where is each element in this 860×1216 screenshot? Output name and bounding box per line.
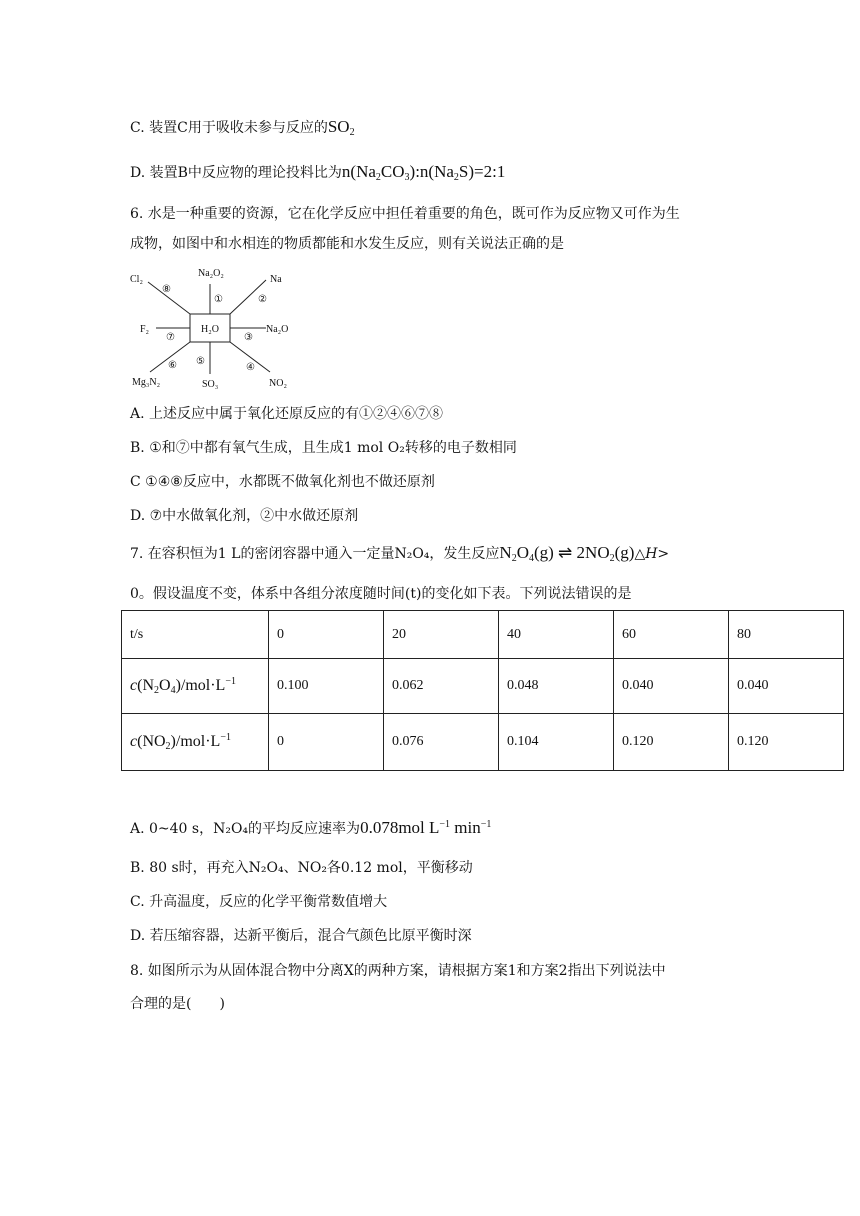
table-cell: 80 [729,611,844,659]
q7-option-b: B. 80 s时，再充入N₂O₄、NO₂各0.12 mol，平衡移动 [130,860,473,876]
q5-option-d [130,162,505,183]
q7-option-d: D. 若压缩容器，达新平衡后，混合气颜色比原平衡时深 [130,928,472,944]
table-cell: 0.040 [614,659,729,714]
diagram-num-5: ⑤ [196,356,205,367]
concentration-table [121,610,844,771]
table-cell: 0.100 [269,659,384,714]
q5-option-c-formula: $SO_2$ [327,117,355,138]
table-row-label-n2o4: $c(N_2O_4)/mol\cdot L^{-1}$ [122,659,269,714]
diagram-substance-cl2: Cl₂ [130,274,143,285]
diagram-num-3: ③ [244,332,253,343]
diagram-num-6: ⑥ [168,360,177,371]
q7-option-a [130,818,491,839]
q6-option-b: B. ①和⑦中都有氧气生成，且生成1 mol O₂转移的电子数相同 [130,440,517,456]
diagram-substance-f2: F₂ [140,324,150,335]
diagram-num-4: ④ [246,362,255,373]
q6-stem-line2: 成物，如图中和水相连的物质都能和水发生反应，则有关说法正确的是 [130,236,564,252]
q5-option-c [130,117,355,138]
q7-stem-text: 7. 在容积恒为1 L的密闭容器中通入一定量N₂O₄，发生反应 [130,546,500,562]
table-cell: t/s [122,611,269,659]
diagram-center-label: H₂O [201,324,219,335]
q7-enthalpy: △H> [634,546,670,562]
diagram-substance-na: Na [270,274,282,285]
diagram-substance-so3: SO₃ [202,379,219,390]
table-header-row [122,611,844,659]
diagram-substance-na2o2: Na₂O₂ [198,268,224,279]
table-row [122,659,844,714]
table-cell: 0.062 [384,659,499,714]
diagram-num-7: ⑦ [166,332,175,343]
q7-option-a-text: A. 0~40 s，N₂O₄的平均反应速率为 [130,821,361,837]
q7-option-a-formula: 0.078mol $L^{-1}$ $\min^{-1}$ [360,818,492,837]
q7-reaction-equation: $N_2O_4(g)$ ⇌ $2NO_2(g)$ [499,543,635,564]
table-cell: 40 [499,611,614,659]
q5-option-c-text: C. 装置C用于吸收未参与反应的 [130,120,328,136]
q5-option-d-text: D. 装置B中反应物的理论投料比为 [130,165,342,181]
diagram-substance-na2o: Na₂O [266,324,289,335]
q6-option-c: C ①④⑧反应中，水都既不做氧化剂也不做还原剂 [130,474,435,490]
diagram-num-1: ① [214,294,223,305]
table-cell: 0 [269,611,384,659]
diagram-num-8: ⑧ [162,284,171,295]
diagram-substance-mg3n2: Mg₃N₂ [132,377,161,388]
q5-option-d-formula: $n(Na_2CO_3):n(Na_2S)=2:1$ [341,162,506,183]
q6-option-a: A. 上述反应中属于氧化还原反应的有①②④⑥⑦⑧ [130,406,444,422]
table-cell: 0 [269,714,384,771]
diagram-num-2: ② [258,294,267,305]
table-cell: 0.048 [499,659,614,714]
q7-stem-line1 [130,543,669,564]
q7-stem-line2: 0。假设温度不变，体系中各组分浓度随时间(t)的变化如下表。下列说法错误的是 [130,586,632,602]
table-cell: 0.120 [729,714,844,771]
q6-stem-line1: 6. 水是一种重要的资源，它在化学反应中担任着重要的角色，既可作为反应物又可作为生 [130,206,680,222]
q7-option-c: C. 升高温度，反应的化学平衡常数值增大 [130,894,388,910]
table-row-label-no2: $c(NO_2)/mol\cdot L^{-1}$ [122,714,269,771]
q8-stem-line1: 8. 如图所示为从固体混合物中分离X的两种方案，请根据方案1和方案2指出下列说法中 [130,963,666,979]
table-cell: 0.076 [384,714,499,771]
q8-stem-line2: 合理的是( ) [130,996,225,1012]
table-row [122,714,844,771]
table-cell: 0.040 [729,659,844,714]
diagram-substance-no2: NO₂ [269,378,287,389]
water-reaction-diagram [126,266,316,392]
q6-option-d: D. ⑦中水做氧化剂，②中水做还原剂 [130,508,359,524]
table-cell: 60 [614,611,729,659]
table-cell: 0.104 [499,714,614,771]
table-cell: 20 [384,611,499,659]
table-cell: 0.120 [614,714,729,771]
